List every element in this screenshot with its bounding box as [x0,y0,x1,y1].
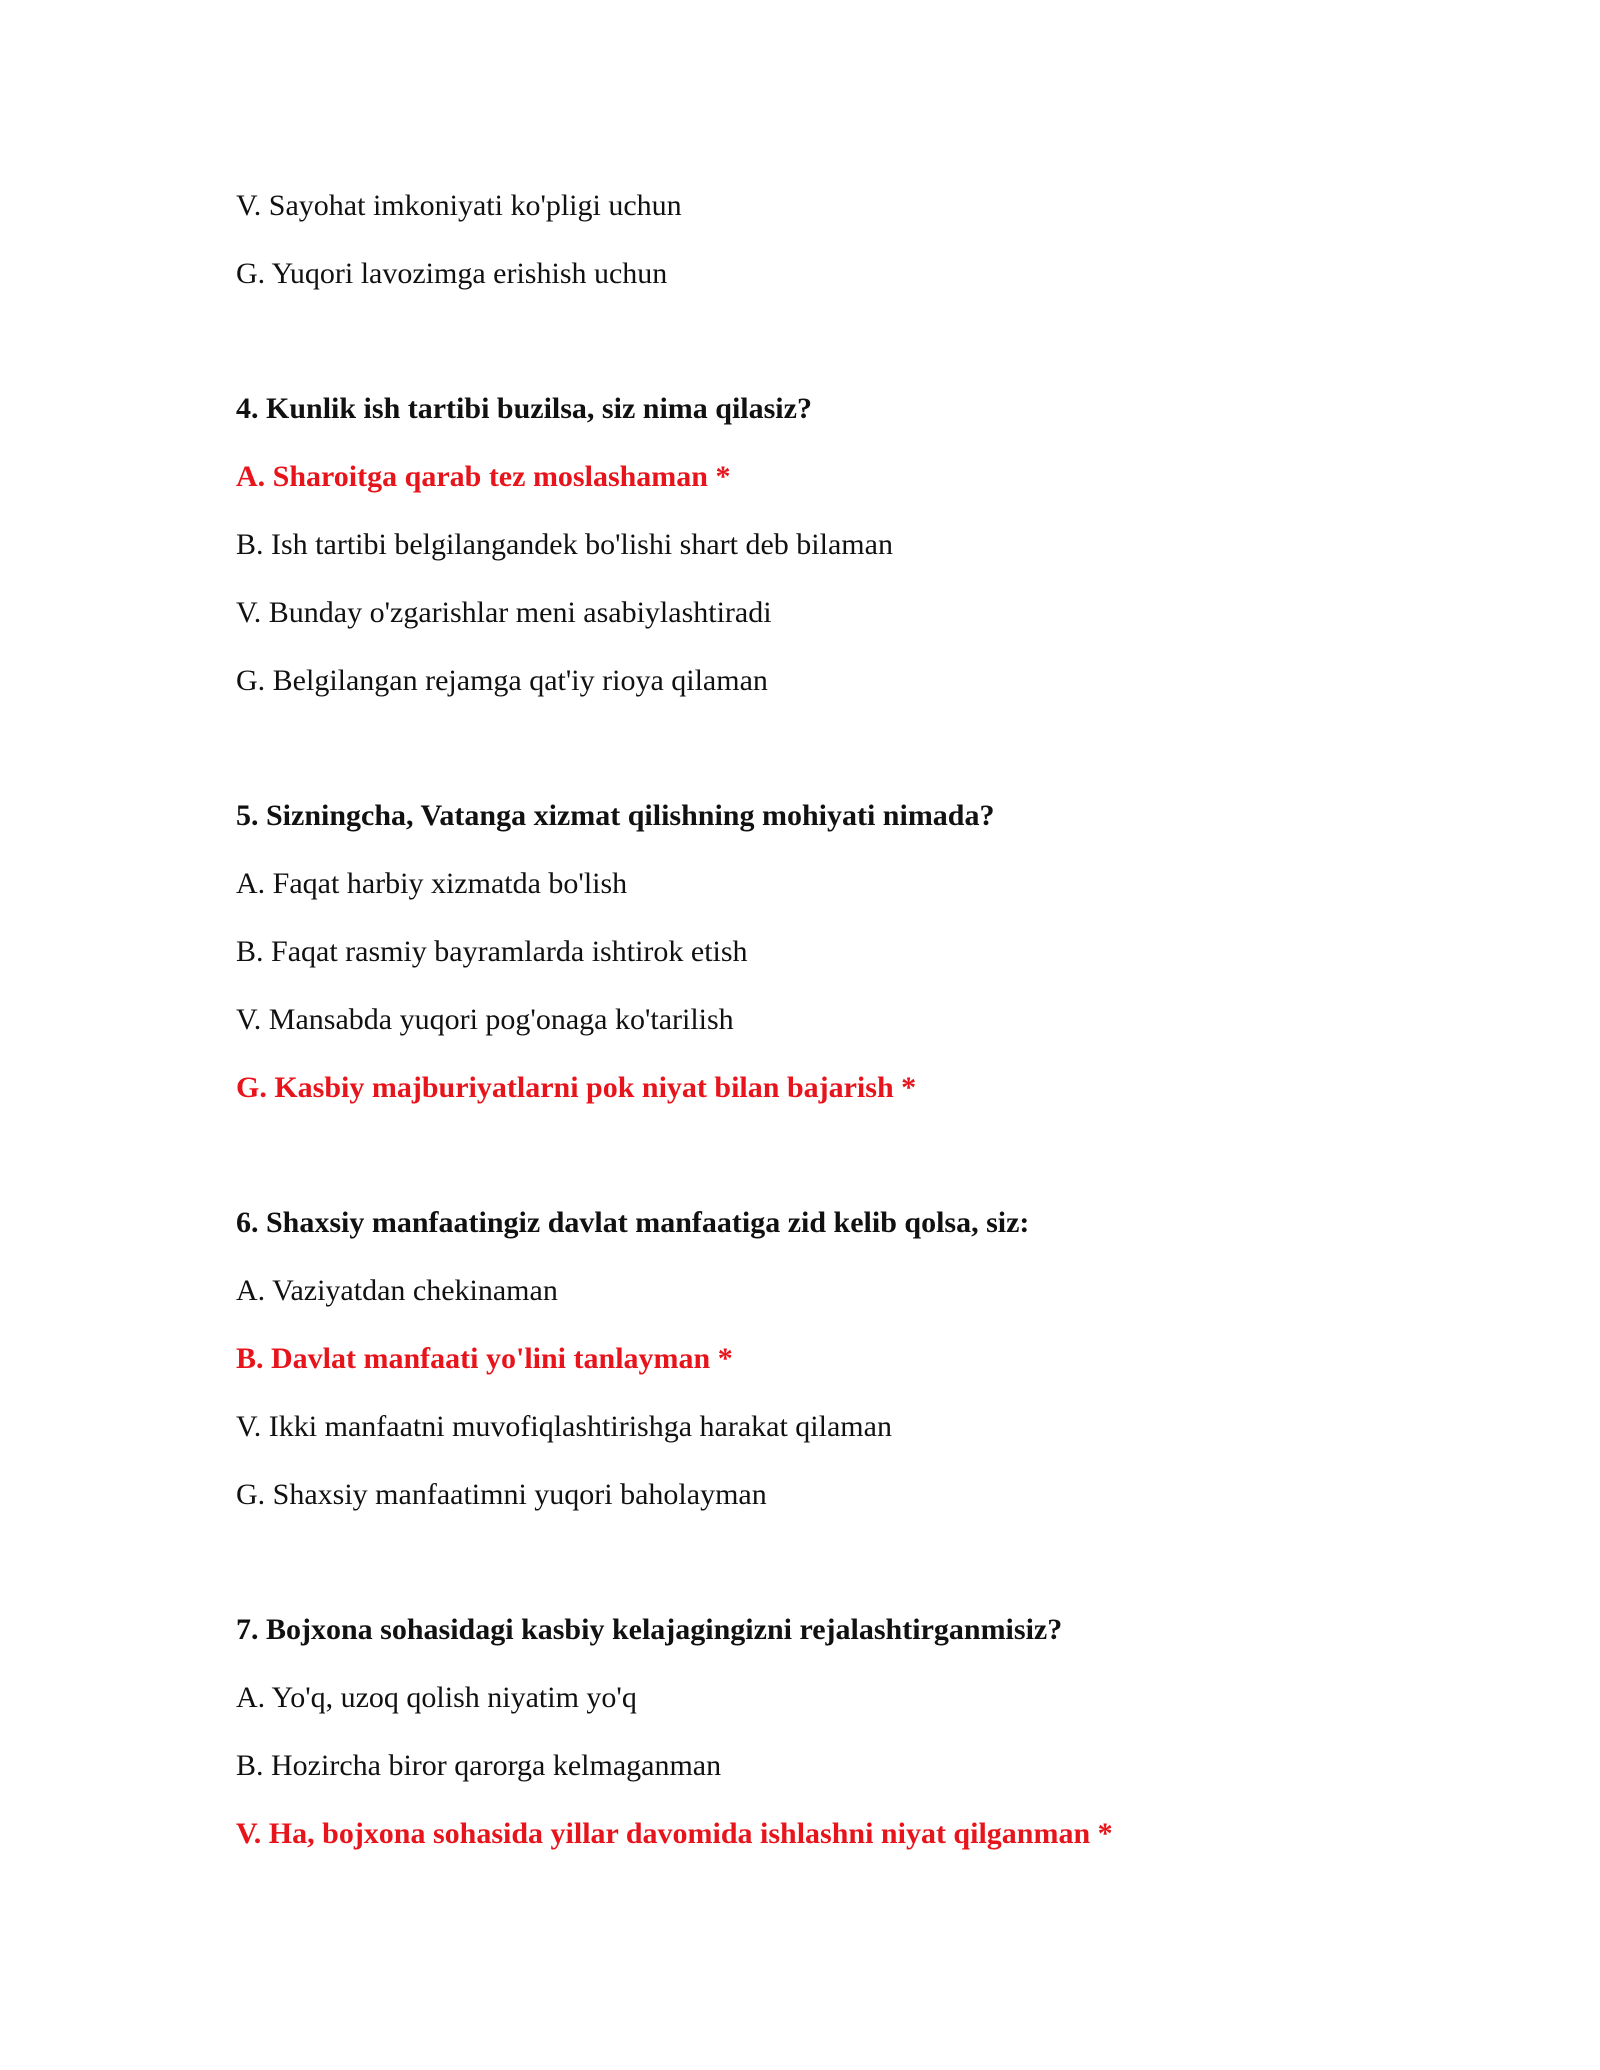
option-4-a-correct: A. Sharoitga qarab tez moslashaman * [236,460,731,493]
option-6-b-correct: B. Davlat manfaati yo'lini tanlayman * [236,1342,733,1375]
question-4 [236,389,1436,701]
spacer [236,1136,1436,1203]
option-5-a: A. Faqat harbiy xizmatda bo'lish [236,867,628,900]
option-5-g-correct: G. Kasbiy majburiyatlarni pok niyat bilan bajarish * [236,1071,917,1104]
question-5 [236,796,1436,1108]
question-4-title: 4. Kunlik ish tartibi buzilsa, siz nima qilasiz? [236,392,812,425]
question-6 [236,1203,1436,1515]
spacer [236,729,1436,796]
option-4-v: V. Bunday o'zgarishlar meni asabiylashtiradi [236,596,772,629]
option-7-a: A. Yo'q, uzoq qolish niyatim yo'q [236,1681,637,1714]
option-6-a: A. Vaziyatdan chekinaman [236,1274,558,1307]
option-5-b: B. Faqat rasmiy bayramlarda ishtirok etish [236,935,748,968]
question-6-title: 6. Shaxsiy manfaatingiz davlat manfaatiga zid kelib qolsa, siz: [236,1206,1030,1239]
question-5-title: 5. Sizningcha, Vatanga xizmat qilishning mohiyati nimada? [236,799,995,832]
option-3-v: V. Sayohat imkoniyati ko'pligi uchun [236,189,682,222]
spacer [236,322,1436,389]
option-7-v-correct: V. Ha, bojxona sohasida yillar davomida ishlashni niyat qilganman * [236,1817,1113,1850]
question-7-title: 7. Bojxona sohasidagi kasbiy kelajagingizni rejalashtirganmisiz? [236,1613,1063,1646]
option-4-b: B. Ish tartibi belgilangandek bo'lishi shart deb bilaman [236,528,893,561]
option-3-g: G. Yuqori lavozimga erishish uchun [236,257,668,290]
option-7-b: B. Hozircha biror qarorga kelmaganman [236,1749,722,1782]
option-6-v: V. Ikki manfaatni muvofiqlashtirishga harakat qilaman [236,1410,892,1443]
question-3-continuation [236,186,1436,294]
question-7 [236,1610,1436,1854]
option-6-g: G. Shaxsiy manfaatimni yuqori baholayman [236,1478,767,1511]
option-5-v: V. Mansabda yuqori pog'onaga ko'tarilish [236,1003,734,1036]
spacer [236,1543,1436,1610]
option-4-g: G. Belgilangan rejamga qat'iy rioya qilaman [236,664,768,697]
quiz-content [236,186,1436,1882]
